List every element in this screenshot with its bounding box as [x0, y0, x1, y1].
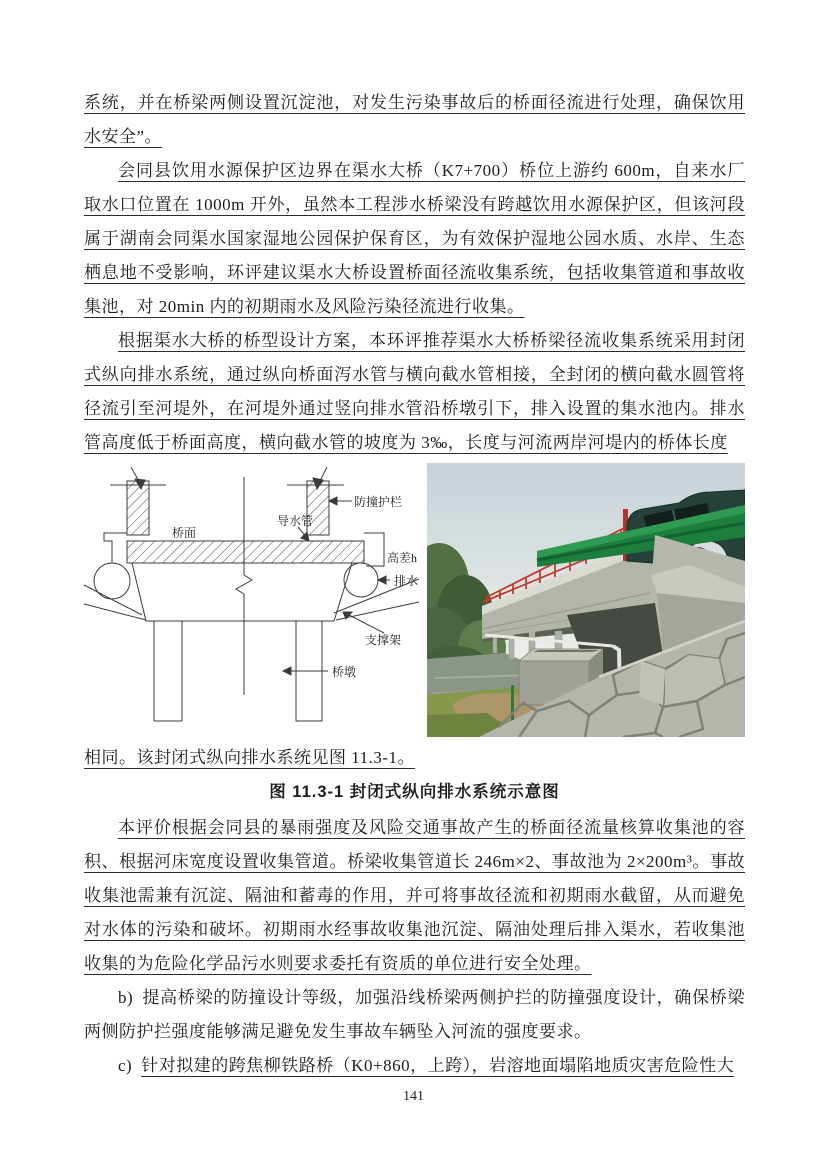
label-guardrail: 防撞护栏 — [354, 495, 403, 509]
left-guardrail-shape — [127, 481, 149, 535]
label-guide-pipe: 导水管 — [277, 514, 314, 528]
paragraph-4: 本评价根据会同县的暴雨强度及风险交通事故产生的桥面径流量核算收集池的容积、根据河床宽度设置收集管道。桥梁收集管道长 246m×2、事故池为 2×200m³。事故收集池需兼有沉淀、隔油和蓄毒的作用，并可将事故径流和初期雨水截留，从而避免对水体的污染和破坏。初期雨水经事故收集池沉淀、隔油处理后排入渠水，若收集池收集的为危险化学品污水则要求委托有资质的单位进行安全处理。 — [84, 818, 745, 973]
page-number: 141 — [403, 1089, 424, 1104]
figure-caption: 图 11.3-1 封闭式纵向排水系统示意图 — [269, 783, 560, 801]
figure-11-3-1 — [84, 463, 745, 737]
support-struts — [84, 579, 419, 620]
item-text-c: 针对拟建的跨焦柳铁路桥（K0+860，上跨），岩溶地面塌陷地质灾害危险性大 — [141, 1056, 735, 1075]
item-label-b: b) — [118, 988, 134, 1007]
paragraph-c — [84, 1049, 745, 1083]
drainage-diagram-svg — [84, 463, 422, 737]
paragraph-b — [84, 981, 745, 1049]
left-drainpipe-section — [94, 563, 130, 599]
bridge-photo — [427, 463, 745, 737]
bridge-photo-svg — [427, 463, 745, 737]
deck-slab-shape — [127, 541, 364, 563]
paragraph-3: 根据渠水大桥的桥型设计方案，本环评推荐渠水大桥桥梁径流收集系统采用封闭式纵向排水系统，通过纵向桥面泻水管与横向截水管相接，全封闭的横向截水圆管将径流引至河堤外，在河堤外通过竖向排水管沿桥墩引下，排入设置的集水池内。排水管高度低于桥面高度，横向截水管的坡度为 3‰，长度与河流两岸河堤内的桥体长度 — [84, 331, 745, 452]
right-drain-channel — [364, 533, 384, 566]
drainage-diagram — [84, 463, 422, 737]
label-height-diff: 高差h — [387, 551, 418, 565]
left-drain-channel — [104, 533, 127, 563]
paragraph-3-continuation: 相同。该封闭式纵向排水系统见图 11.3-1。 — [84, 748, 416, 767]
girder-shape — [132, 563, 352, 621]
item-text-b: 提高桥梁的防撞设计等级，加强沿线桥梁两侧护拦的防撞强度设计，确保桥梁两侧防护拦强度能够满足避免发生事故车辆坠入河流的强度要求。 — [84, 988, 745, 1041]
paragraph-1: 系统，并在桥梁两侧设置沉淀池，对发生污染事故后的桥面径流进行处理，确保饮用水安全”。 — [84, 93, 745, 146]
left-pier-shape — [154, 621, 182, 721]
item-label-c: c) — [118, 1056, 133, 1075]
label-drain-pipe: 排水 — [394, 574, 419, 588]
right-drainpipe-section — [344, 563, 378, 597]
paragraph-2: 会同县饮用水源保护区边界在渠水大桥（K7+700）桥位上游约 600m，自来水厂取水口位置在 1000m 开外，虽然本工程涉水桥梁没有跨越饮用水源保护区，但该河段属于湖南会同渠水国家湿地公园保护保育区，为有效保护湿地公园水质、水岸、生态栖息地不受影响，环评建议渠水大桥设置桥面径流收集系统，包括收集管道和事故收集池，对 20min 内的初期雨水及风险污染径流进行收集。 — [84, 161, 745, 316]
centerline — [236, 477, 252, 695]
label-deck: 桥面 — [172, 526, 197, 540]
label-support-frame: 支撑架 — [365, 633, 402, 647]
label-pier: 桥墩 — [332, 665, 357, 679]
page-content — [84, 86, 745, 1083]
